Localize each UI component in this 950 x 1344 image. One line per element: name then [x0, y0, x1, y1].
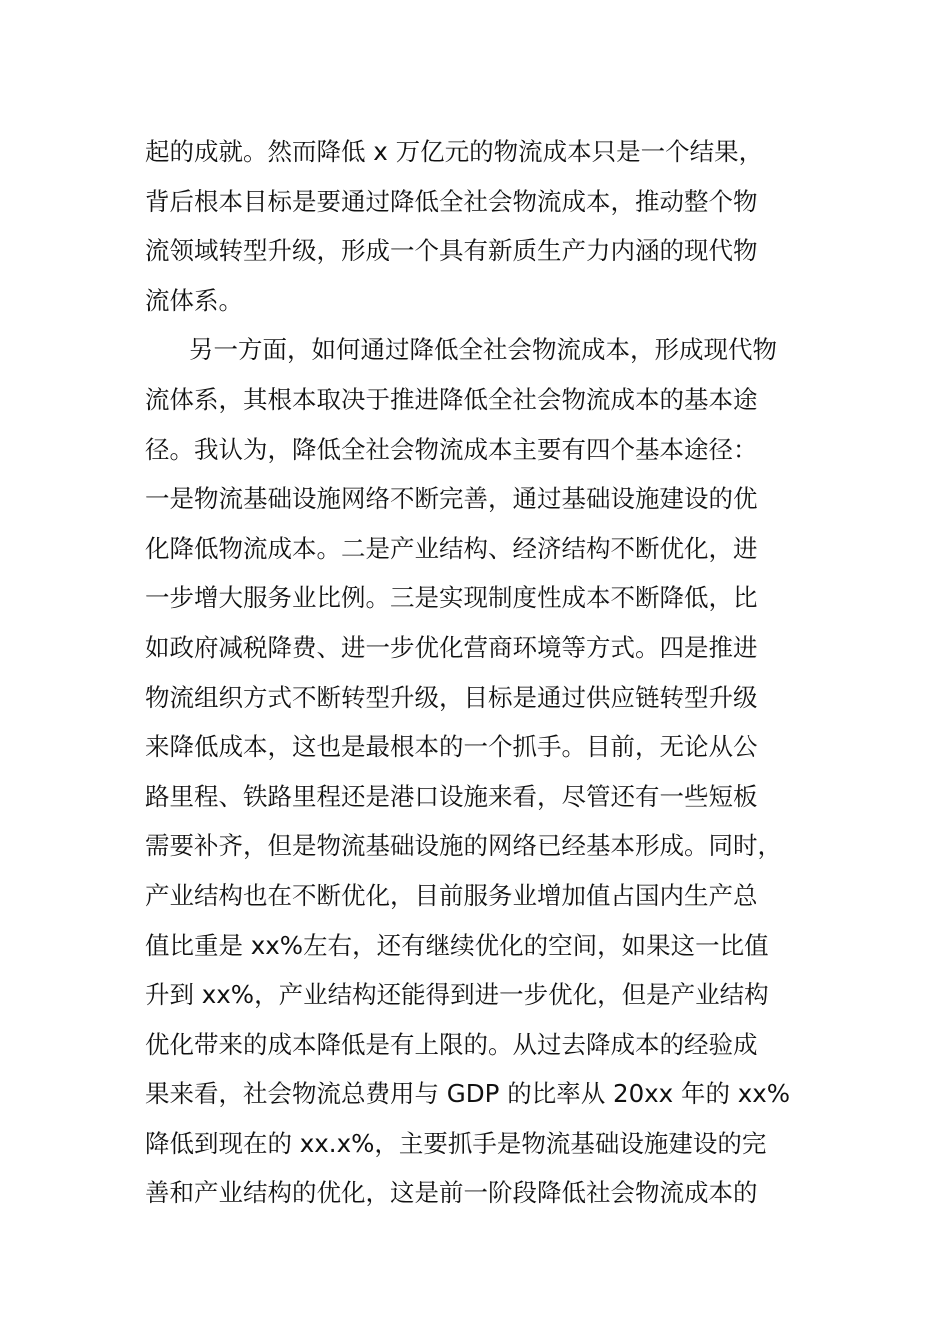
text-line: 物流组织方式不断转型升级，目标是通过供应链转型升级 [145, 682, 758, 712]
text-line: 一是物流基础设施网络不断完善，通过基础设施建设的优 [145, 484, 758, 514]
text-line: 流体系，其根本取决于推进降低全社会物流成本的基本途 [145, 384, 758, 414]
text-line: 果来看，社会物流总费用与 GDP 的比率从 20xx 年的 xx% [145, 1079, 791, 1109]
text-line: 化降低物流成本。二是产业结构、经济结构不断优化，进 [145, 533, 758, 563]
text-line: 善和产业结构的优化，这是前一阶段降低社会物流成本的 [145, 1178, 758, 1208]
text-line: 背后根本目标是要通过降低全社会物流成本，推动整个物 [145, 186, 758, 216]
text-line: 流领域转型升级，形成一个具有新质生产力内涵的现代物 [145, 236, 758, 266]
text-line: 升到 xx%，产业结构还能得到进一步优化，但是产业结构 [145, 980, 769, 1010]
text-line: 优化带来的成本降低是有上限的。从过去降成本的经验成 [145, 1029, 758, 1059]
paragraph-first-line: 另一方面，如何通过降低全社会物流成本，形成现代物 [189, 335, 777, 365]
text-line: 起的成就。然而降低 x 万亿元的物流成本只是一个结果， [145, 137, 764, 166]
text-line: 来降低成本，这也是最根本的一个抓手。目前，无论从公 [145, 732, 758, 762]
text-line: 产业结构也在不断优化，目前服务业增加值占国内生产总 [145, 880, 758, 910]
text-line: 流体系。 [145, 285, 243, 315]
text-line: 需要补齐，但是物流基础设施的网络已经基本形成。同时， [145, 831, 782, 861]
body-text [145, 127, 815, 1218]
text-line: 降低到现在的 xx.x%，主要抓手是物流基础设施建设的完 [145, 1128, 767, 1158]
text-line: 路里程、铁路里程还是港口设施来看，尽管还有一些短板 [145, 781, 758, 811]
text-line: 值比重是 xx%左右，还有继续优化的空间，如果这一比值 [145, 930, 769, 960]
text-line: 如政府减税降费、进一步优化营商环境等方式。四是推进 [145, 632, 758, 662]
text-line: 径。我认为，降低全社会物流成本主要有四个基本途径： [145, 434, 758, 464]
text-line: 一步增大服务业比例。三是实现制度性成本不断降低，比 [145, 583, 758, 613]
